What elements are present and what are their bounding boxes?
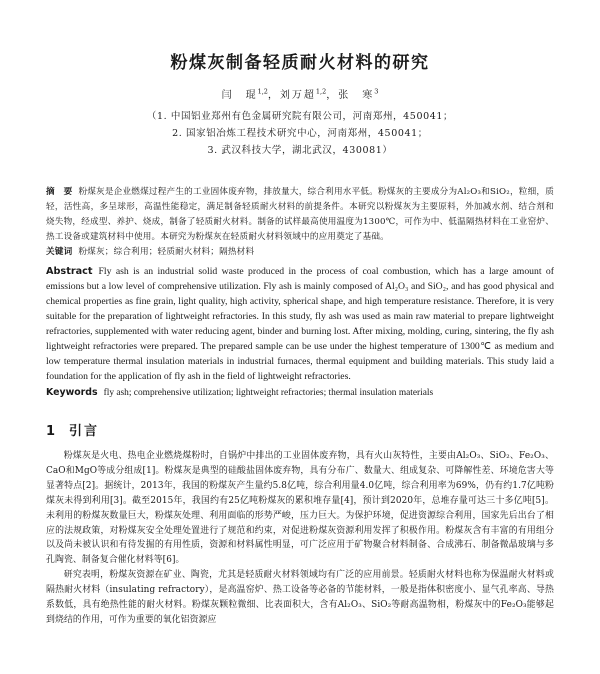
section-heading-introduction [46, 420, 554, 439]
author-separator: ， [326, 90, 339, 101]
affiliation-line: 2. 国家铝冶炼工程技术研究中心，河南郑州，450041； [172, 128, 428, 139]
body-paragraph: 研究表明，粉煤灰资源在矿业、陶瓷，尤其是轻质耐火材料领域均有广泛的应用前景。轻质耐火材料也称为保温耐火材料或隔热耐火材料（insulating refractory），是高温窑炉、热工设备等必备的节能材料，一般是指体积密度小、显气孔率高、导热系数低，具有绝热性能的耐火材料。粉煤灰颗粒微细、比表面积大，含有Al₂O₃、SiO₂等耐高温物相，粉煤灰中的Fe₂O₃能够起到烧结的作用，可作为重要的氧化铝资源应 [46, 570, 554, 625]
affiliation-line: （1. 中国铝业郑州有色金属研究院有限公司，河南郑州，450041； [146, 111, 454, 122]
chinese-keywords [46, 245, 554, 260]
author-affiliation-mark: 3 [374, 87, 379, 96]
section-title: 引言 [69, 424, 100, 439]
english-abstract-label: Abstract [46, 266, 93, 277]
author-affiliation-mark: 1,2 [257, 87, 268, 96]
author-name: 闫 琨 [221, 90, 258, 101]
author-name: 张 寒 [338, 90, 375, 101]
english-keywords [46, 385, 554, 401]
english-keywords-text: fly ash; comprehensive utilization; lightweight refractories; thermal insulation materials [103, 388, 434, 398]
author-affiliation-mark: 1,2 [315, 87, 327, 96]
section-number: 1 [46, 424, 58, 439]
author-name: 刘万超 [279, 90, 316, 101]
author-separator: ， [267, 90, 280, 101]
chinese-abstract-label: 摘 要 [46, 187, 73, 197]
author-line [46, 86, 554, 101]
english-abstract-text: Fly ash is an industrial solid waste produced in the process of coal combustion, which has a large amount of emissions but a low level of comprehensive utilization. Fly ash is mainly composed of Al₂O₃ and SiO₂, and has good physical and chemical properties as fine grain, light quality, high activity, spherical shape, and high temperature resistance. Therefore, it is very suitable for the preparation of lightweight refractories. In this study, fly ash was used as main raw material to prepare lightweight refractories, supplemented with water reducing agent, binder and burning lost. After mixing, molding, curing, sintering, the fly ash lightweight refractories were prepared. The prepared sample can be use under the highest temperature of 1300℃ as medium and low temperature thermal insulation materials in industrial furnaces, thermal equipment and building materials. This study laid a foundation for the application of fly ash in the field of lightweight refractories. [46, 266, 554, 382]
affiliations [46, 108, 554, 159]
english-abstract [46, 264, 554, 384]
affiliation-line: 3. 武汉科技大学，湖北武汉，430081） [207, 145, 393, 156]
chinese-abstract-text: 粉煤灰是企业燃煤过程产生的工业固体废弃物，排放量大，综合利用水平低。粉煤灰的主要成分为Al₂O₃和SiO₂，粒细，质轻，活性高，多呈球形，高温性能稳定，满足制备轻质耐火材料的前提条件。本研究以粉煤灰为主要原料，外加减水剂、结合剂和烧失物，经成型、养护、烧成，制备了轻质耐火材料。制备的试样最高使用温度为1300℃，可作为中、低温隔热材料在工业窑炉、热工设备或建筑材料中使用。本研究为粉煤灰在轻质耐火材料领域中的应用奠定了基础。 [46, 187, 554, 242]
body-paragraph: 粉煤灰是火电、热电企业燃烧煤粉时，自锅炉中排出的工业固体废弃物，具有火山灰特性，主要由Al₂O₃、SiO₂、Fe₂O₃、CaO和MgO等成分组成[1]。粉煤灰是典型的硅酸盐固体废弃物，具有分布广、数量大、组成复杂、可降解性差、环境危害大等显著特点[2]。据统计，2013年，我国的粉煤灰产生量约5.8亿吨，综合利用量4.0亿吨，综合利用率为69%，仍有约1.7亿吨粉煤灰未得到利用[3]。截至2015年，我国约有25亿吨粉煤灰的累积堆存量[4]，预计到2020年，总堆存量可达三十多亿吨[5]。未利用的粉煤灰数量巨大，粉煤灰处理、利用面临的形势严峻，压力巨大。为保护环境，促进资源综合利用，国家先后出台了相应的法规政策，对粉煤灰安全处理处置进行了规范和约束，对促进粉煤灰资源利用发挥了积极作用。粉煤灰含有丰富的有用组分以及尚未被认识和有待发掘的有用性质，资源和材料属性明显，可广泛应用于矿物聚合材料制备、合成沸石、制备微晶玻璃与多孔陶瓷、制备复合催化材料等[6]。 [46, 451, 554, 566]
english-keywords-label: Keywords [46, 387, 98, 398]
chinese-abstract [46, 185, 554, 260]
paper-title: 粉煤灰制备轻质耐火材料的研究 [170, 53, 430, 73]
chinese-keywords-text: 粉煤灰；综合利用；轻质耐火材料；隔热材料 [78, 247, 255, 257]
chinese-keywords-label: 关键词 [46, 247, 73, 257]
